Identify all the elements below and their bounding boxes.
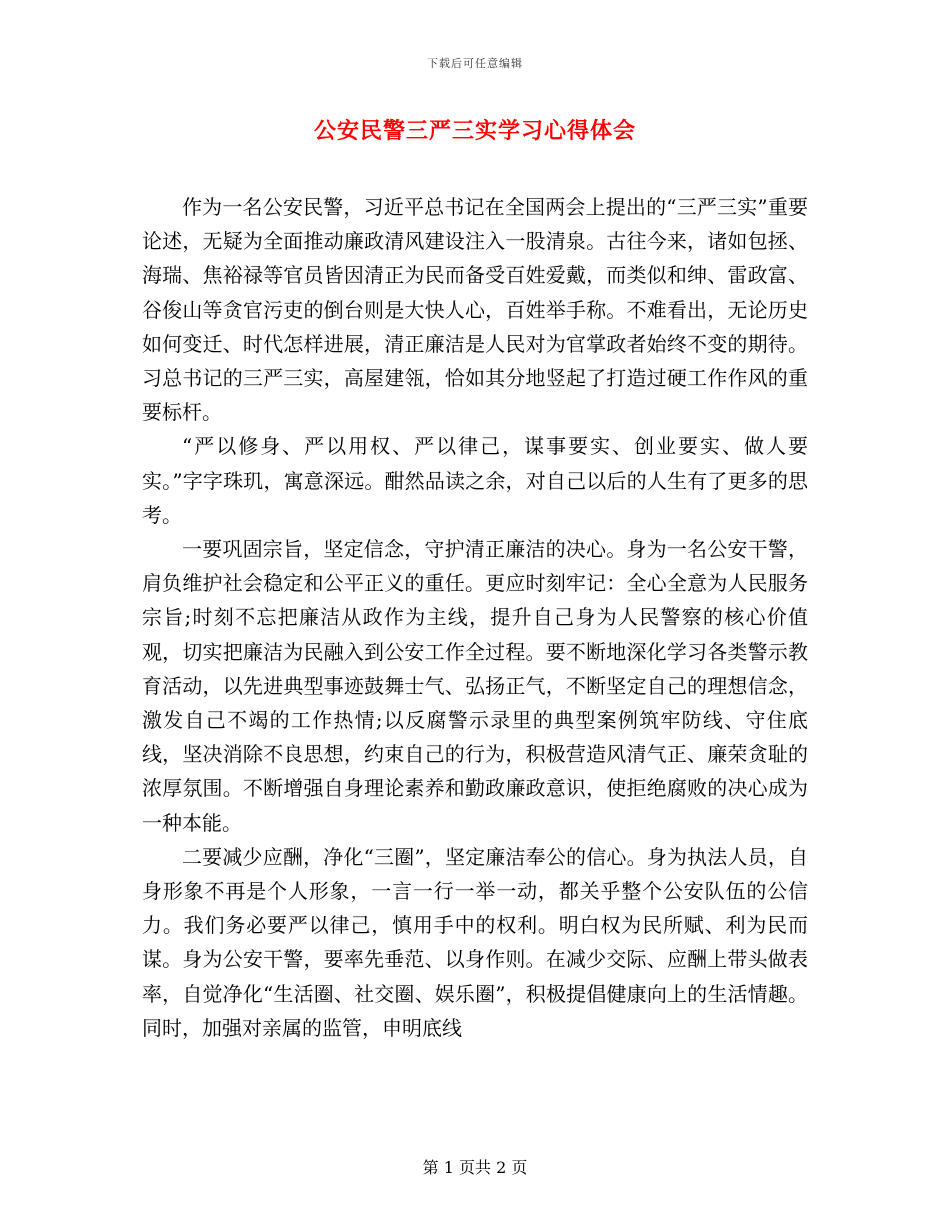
paragraph-point-one: 一要巩固宗旨，坚定信念，守护清正廉洁的决心。身为一名公安干警，肩负维护社会稳定和公平正义的重任。更应时刻牢记：全心全意为人民服务宗旨;时刻不忘把廉洁从政作为主线，提升自己身为人民警察的核心价值观，切实把廉洁为民融入到公安工作全过程。要不断地深化学习各类警示教育活动，以先进典型事迹鼓舞士气、弘扬正气，不断坚定自己的理想信念，激发自己不竭的工作热情;以反腐警示录里的典型案例筑牢防线、守住底线，坚决消除不良思想，约束自己的行为，积极营造风清气正、廉荣贪耻的浓厚氛围。不断增强自身理论素养和勤政廉政意识，使拒绝腐败的决心成为一种本能。	[142, 537, 808, 835]
paragraph-quote: “严以修身、严以用权、严以律己，谋事要实、创业要实、做人要实。”字字珠玑，寓意深远。酣然品读之余，对自己以后的人生有了更多的思考。	[142, 434, 808, 527]
paragraph-point-two: 二要减少应酬，净化“三圈”，坚定廉洁奉公的信心。身为执法人员，自身形象不再是个人形象，一言一行一举一动，都关乎整个公安队伍的公信力。我们务必要严以律己，慎用手中的权利。明白权为民所赋、利为民而谋。身为公安干警，要率先垂范、以身作则。在减少交际、应酬上带头做表率，自觉净化“生活圈、社交圈、娱乐圈”，积极提倡健康向上的生活情趣。同时，加强对亲属的监管，申明底线	[142, 844, 808, 1040]
page-number: 第 1 页共 2 页	[422, 1158, 528, 1177]
paragraph-intro: 作为一名公安民警，习近平总书记在全国两会上提出的“三严三实”重要论述，无疑为全面推动廉政清风建设注入一股清泉。古往今来，诸如包拯、海瑞、焦裕禄等官员皆因清正为民而备受百姓爱戴，而类似和绅、雷政富、谷俊山等贪官污吏的倒台则是大快人心，百姓举手称。不难看出，无论历史如何变迁、时代怎样进展，清正廉洁是人民对为官掌政者始终不变的期待。习总书记的三严三实，高屋建瓴，恰如其分地竖起了打造过硬工作作风的重要标杆。	[142, 195, 808, 425]
document-body	[142, 190, 808, 1045]
document-title: 公安民警三严三实学习心得体会	[313, 118, 636, 144]
page-header-note: 下载后可任意编辑	[427, 57, 523, 70]
